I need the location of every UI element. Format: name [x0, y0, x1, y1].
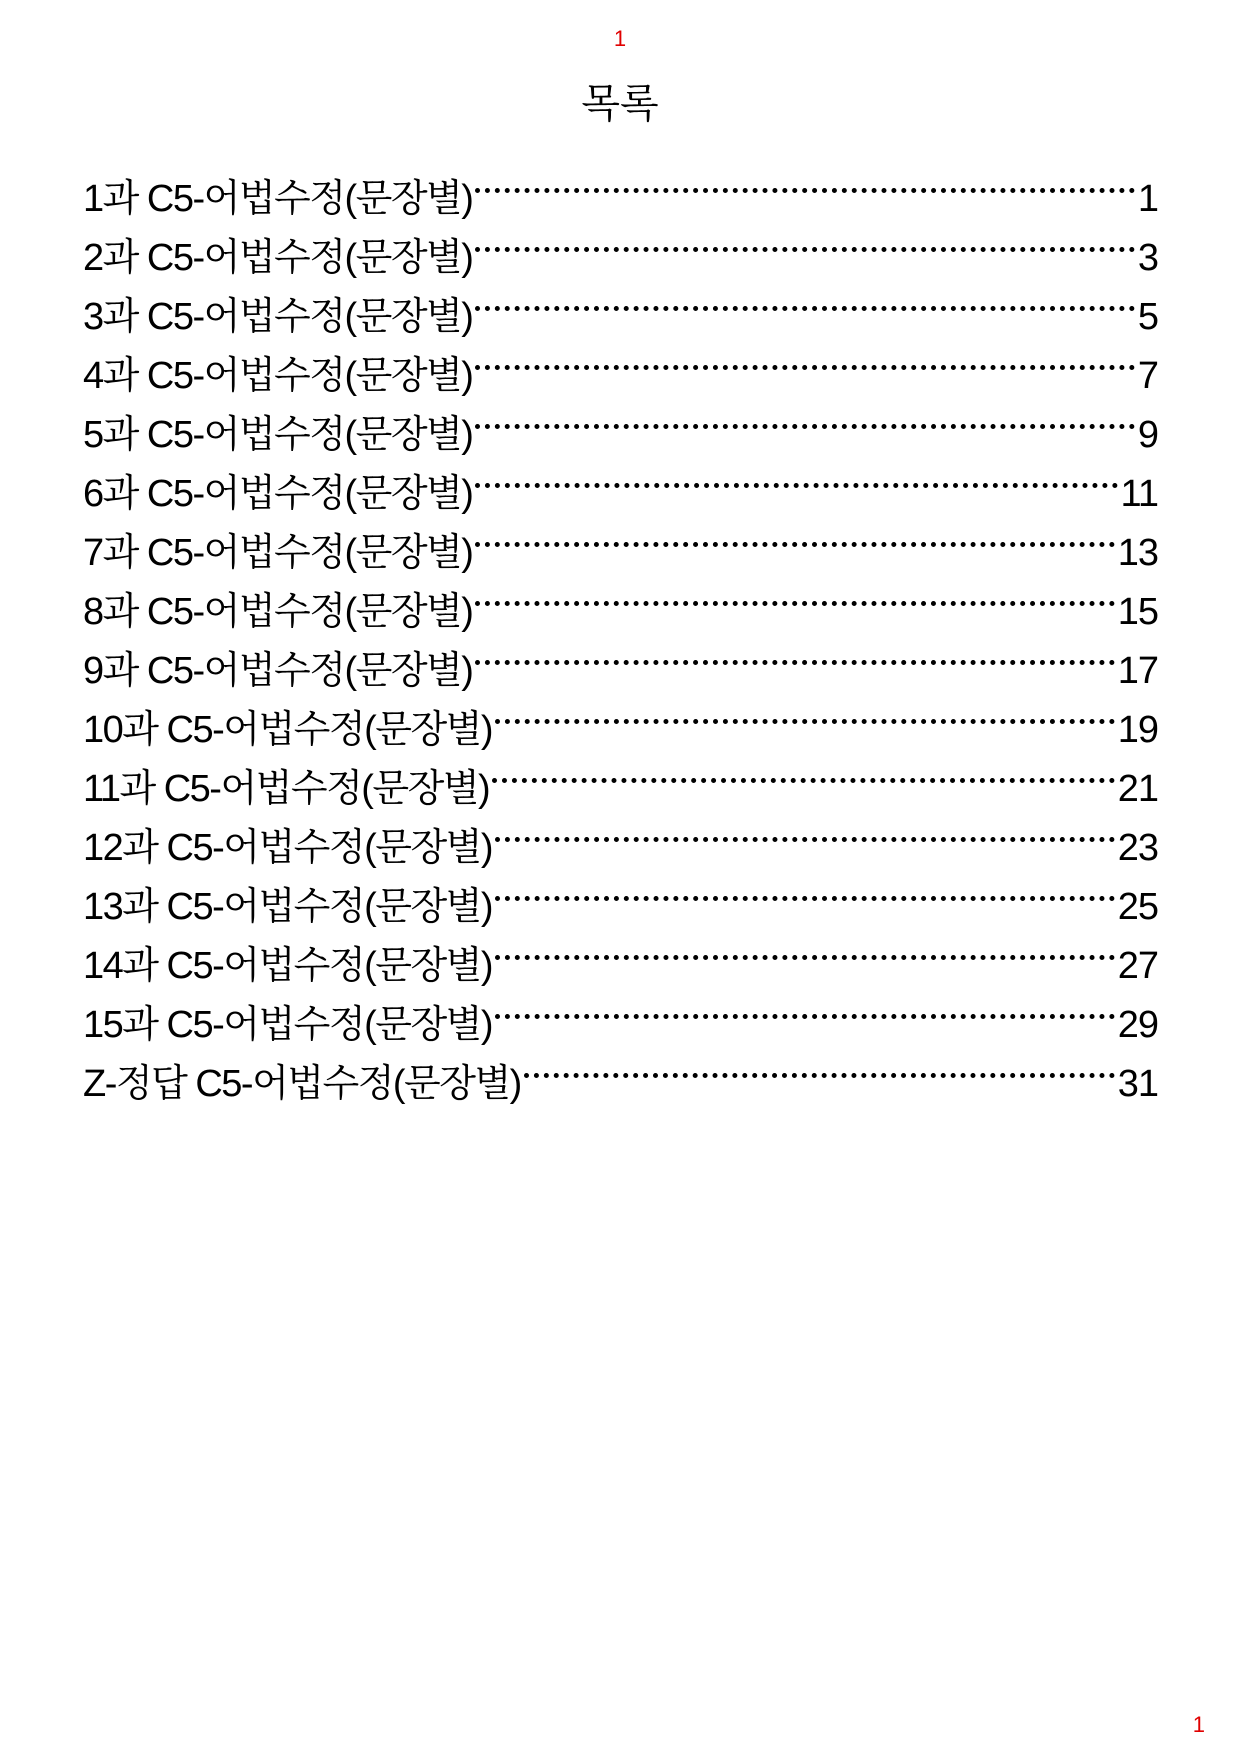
page-title: 목록	[581, 81, 659, 127]
toc-entry[interactable]	[83, 701, 1158, 760]
toc-entry[interactable]	[83, 347, 1158, 406]
page-number-top: 1	[613, 26, 627, 51]
toc-leader-dots	[495, 896, 1115, 901]
toc-leader-dots	[475, 601, 1114, 606]
toc-entry[interactable]	[83, 229, 1158, 288]
toc-entry-label: 7과 C5-어법수정(문장별)	[83, 532, 473, 574]
toc-entry-label: 8과 C5-어법수정(문장별)	[83, 591, 473, 633]
toc-entry-page: 11	[1120, 473, 1158, 515]
toc-leader-dots	[495, 837, 1115, 842]
toc-leader-dots	[475, 483, 1117, 488]
toc-entry-page: 7	[1137, 355, 1158, 397]
toc-entry[interactable]	[83, 642, 1158, 701]
toc-entry-label: 1과 C5-어법수정(문장별)	[83, 178, 473, 220]
toc-entry-page: 5	[1137, 296, 1158, 338]
toc-entry-page: 13	[1117, 532, 1158, 574]
toc-entry-page: 9	[1137, 414, 1158, 456]
toc-entry-label: 6과 C5-어법수정(문장별)	[83, 473, 473, 515]
toc-leader-dots	[475, 542, 1114, 547]
toc-leader-dots	[475, 365, 1134, 370]
toc-entry[interactable]	[83, 937, 1158, 996]
toc-leader-dots	[475, 424, 1134, 429]
toc-entry-page: 31	[1117, 1063, 1158, 1105]
toc-entry-page: 3	[1137, 237, 1158, 279]
toc-entry-page: 19	[1117, 709, 1158, 751]
toc-entry[interactable]	[83, 583, 1158, 642]
toc-entry-label: 13과 C5-어법수정(문장별)	[83, 886, 493, 928]
toc-leader-dots	[475, 188, 1134, 193]
toc-entry-page: 25	[1117, 886, 1158, 928]
toc-entry-label: 10과 C5-어법수정(문장별)	[83, 709, 493, 751]
toc-entry[interactable]	[83, 288, 1158, 347]
toc-entry-label: 5과 C5-어법수정(문장별)	[83, 414, 473, 456]
toc-leader-dots	[524, 1073, 1115, 1078]
toc-entry-page: 21	[1117, 768, 1158, 810]
toc-entry-label: Z-정답 C5-어법수정(문장별)	[83, 1063, 521, 1105]
toc-leader-dots	[495, 1014, 1115, 1019]
toc-entry[interactable]	[83, 524, 1158, 583]
toc-entry-page: 29	[1117, 1004, 1158, 1046]
toc-entry-label: 15과 C5-어법수정(문장별)	[83, 1004, 493, 1046]
toc-entry-label: 3과 C5-어법수정(문장별)	[83, 296, 473, 338]
toc-entry[interactable]	[83, 996, 1158, 1055]
toc-entry-page: 27	[1117, 945, 1158, 987]
toc-entry-label: 11과 C5-어법수정(문장별)	[83, 768, 490, 810]
toc-entry[interactable]	[83, 819, 1158, 878]
toc-entry-label: 2과 C5-어법수정(문장별)	[83, 237, 473, 279]
toc-leader-dots	[475, 306, 1134, 311]
toc-leader-dots	[475, 660, 1114, 665]
table-of-contents	[83, 170, 1158, 1114]
toc-leader-dots	[495, 955, 1115, 960]
toc-leader-dots	[495, 719, 1115, 724]
toc-entry[interactable]	[83, 760, 1158, 819]
toc-entry[interactable]	[83, 465, 1158, 524]
toc-entry[interactable]	[83, 1055, 1158, 1114]
toc-entry-page: 17	[1117, 650, 1158, 692]
toc-entry[interactable]	[83, 406, 1158, 465]
toc-entry-page: 1	[1137, 178, 1158, 220]
toc-entry-page: 23	[1117, 827, 1158, 869]
toc-entry[interactable]	[83, 878, 1158, 937]
toc-entry-label: 9과 C5-어법수정(문장별)	[83, 650, 473, 692]
page-number-bottom: 1	[1192, 1712, 1205, 1737]
toc-entry[interactable]	[83, 170, 1158, 229]
toc-leader-dots	[475, 247, 1134, 252]
toc-entry-label: 14과 C5-어법수정(문장별)	[83, 945, 493, 987]
toc-entry-page: 15	[1117, 591, 1158, 633]
toc-entry-label: 4과 C5-어법수정(문장별)	[83, 355, 473, 397]
toc-entry-label: 12과 C5-어법수정(문장별)	[83, 827, 493, 869]
toc-leader-dots	[492, 778, 1115, 783]
